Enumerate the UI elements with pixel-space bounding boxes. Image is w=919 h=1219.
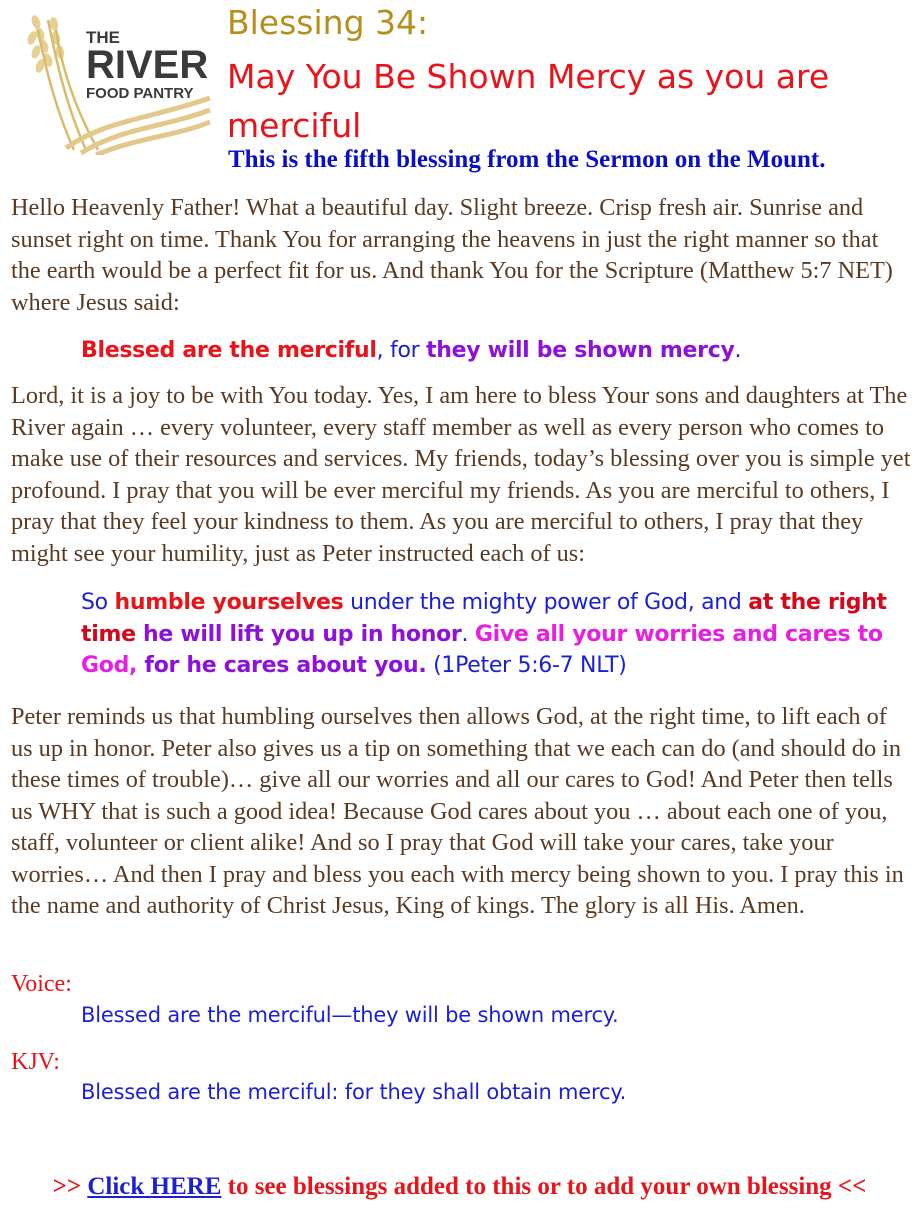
footer-call-to-action — [0, 1173, 919, 1201]
verse-part: Blessed are the merciful — [81, 338, 377, 363]
verse-part: they will be shown mercy — [426, 338, 735, 363]
paragraph-intro: Hello Heavenly Father! What a beautiful day. Slight breeze. Crisp fresh air. Sunrise and sunset right on time. Thank You for arranging the heavens in just the right manner so that the earth would be a perfect fit for us. And thank You for the Scripture (Matthew 5:7 NET) where Jesus said: — [11, 194, 893, 316]
blessing-title: May You Be Shown Mercy as you are merciful — [227, 57, 830, 145]
voice-label: Voice: — [11, 971, 72, 997]
kjv-verse: Blessed are the merciful: for they shall obtain mercy. — [81, 1080, 627, 1104]
verse-part: Give all your worries and cares to God, — [81, 621, 883, 678]
verse-part: So — [81, 590, 115, 615]
river-food-pantry-logo — [26, 10, 212, 155]
verse-part: . — [461, 621, 475, 647]
verse-part: , for — [376, 338, 427, 363]
footer-suffix: to see blessings added to this or to add your own blessing << — [221, 1173, 867, 1200]
verse-part: under the mighty power of God, and — [343, 590, 749, 615]
kjv-label: KJV: — [11, 1049, 60, 1075]
verse-part: humble yourselves — [114, 590, 344, 615]
logo-line1: THE — [86, 28, 120, 47]
voice-verse: Blessed are the merciful—they will be shown mercy. — [81, 1003, 619, 1027]
verse-part: for he cares about you. — [137, 653, 427, 678]
verse-part: he will lift you up in honor — [135, 621, 462, 647]
paragraph-lord: Lord, it is a joy to be with You today. Yes, I am here to bless Your sons and daughters at The River again … every volunteer, every staff member as well as every person who comes to make use of their resources and services. My friends, today’s blessing over you is simple yet profound. I pray that you will be ever merciful my friends. As you are merciful to others, I pray that they feel your kindness to them. As you are merciful to others, I pray that they might see your humility, just as Peter instructed each of us: — [11, 382, 911, 567]
click-here-link[interactable]: Click HERE — [87, 1173, 222, 1200]
verse-peter — [81, 587, 913, 682]
verse-matthew — [81, 335, 913, 367]
blessing-subtitle: This is the fifth blessing from the Sermon on the Mount. — [228, 146, 826, 173]
verse-part: (1Peter 5:6-7 NLT) — [426, 653, 627, 678]
footer-prefix: >> — [52, 1173, 88, 1200]
header — [0, 0, 919, 185]
blessing-number-title: Blessing 34: — [227, 3, 429, 42]
logo-line3: FOOD PANTRY — [86, 85, 194, 102]
paragraph-peter-reminds: Peter reminds us that humbling ourselves then allows God, at the right time, to lift each of us up in honor. Peter also gives us a tip on something that we each can do (and should do in these times of trouble)… give all our worries and all our cares to God! And Peter then tells us WHY that is such a good idea! Because God cares about you … about each one of you, staff, volunteer or client alike! And so I pray that God will take your cares, take your worries… And then I pray and bless you each with mercy being shown to you. I pray this in the name and authority of Christ Jesus, King of kings. The glory is all His. Amen. — [11, 703, 904, 919]
verse-part: at the right time — [81, 590, 887, 647]
logo-line2: RIVER — [86, 43, 209, 87]
wheat-logo-icon — [26, 10, 212, 155]
verse-part: . — [734, 338, 742, 363]
